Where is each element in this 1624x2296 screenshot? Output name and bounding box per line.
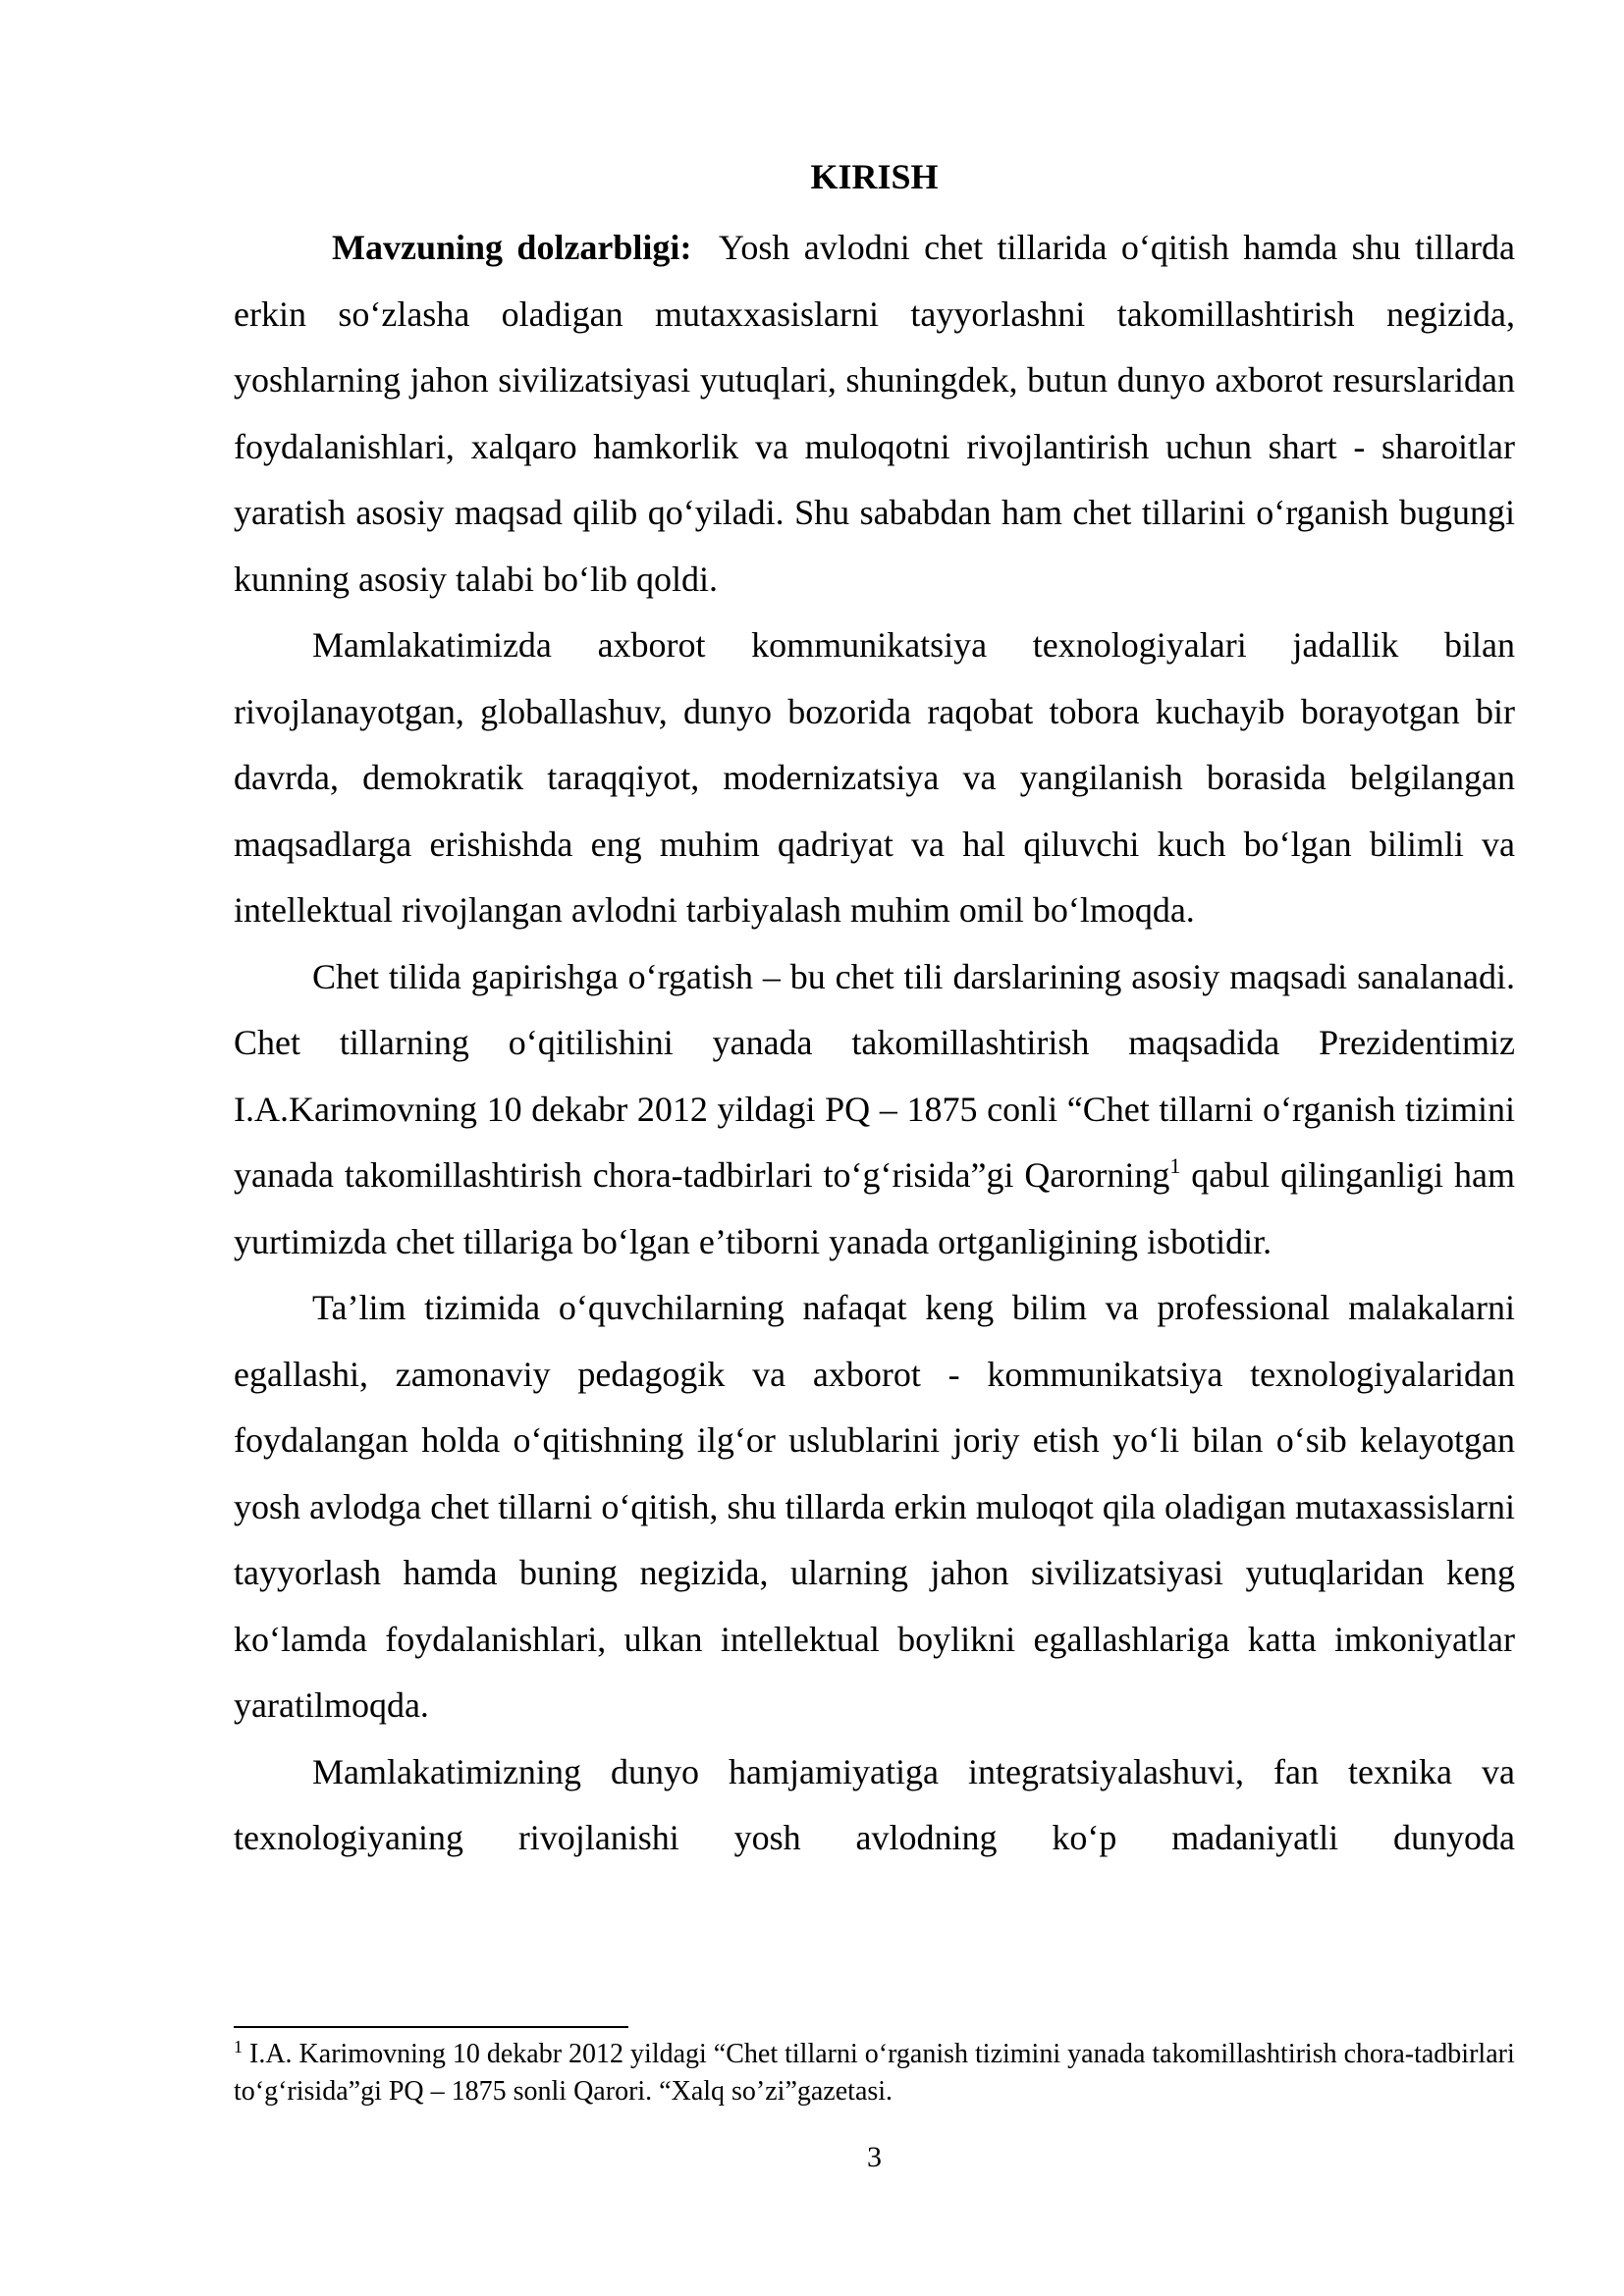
footnote-text: I.A. Karimovning 10 dekabr 2012 yildagi “Chet tillarni o‘rganish tizimini yanada takomillashtirish chora-tadbirlari to‘g‘risida”gi PQ – 1875 sonli Qarori. “Xalq so’zi”gazetasi. bbox=[234, 2039, 1515, 2107]
paragraph-text: Chet tilida gapirishga o‘rgatish – bu chet tili darslarining asosiy maqsadi sanalanadi. Chet tillarning o‘qitilishini yanada takomillashtirish maqsadida Prezidentimiz I.A.Karimovning 10 dekabr 2012 yildagi PQ – 1875 conli “Chet tillarni o‘rganish tizimini yanada takomillashtirish chora-tadbirlari to‘g‘risida”gi Qarorning bbox=[234, 956, 1515, 1195]
paragraph-education bbox=[234, 1275, 1515, 1739]
paragraph-text: qabul qilinganligi ham yurtimizda chet tillariga bo‘lgan e’tiborni yanada ortganligining isbotidir. bbox=[234, 1155, 1516, 1261]
paragraph-text: Mamlakatimizda axborot kommunikatsiya texnologiyalari jadallik bilan rivojlanayotgan, globallashuv, dunyo bozorida raqobat tobora kuchayib borayotgan bir davrda, demokratik taraqqiyot, modernizatsiya va yangilanish borasida belgilangan maqsadlarga erishishda eng muhim qadriyat va hal qiluvchi kuch bo‘lgan bilimli va intellektual rivojlangan avlodni tarbiyalash muhim omil bo‘lmoqda. bbox=[234, 625, 1515, 930]
page-title: KIRISH bbox=[810, 157, 939, 196]
paragraph-text: Ta’lim tizimida o‘quvchilarning nafaqat keng bilim va professional malakalarni egallashi, zamonaviy pedagogik va axborot - kommunikatsiya texnologiyalaridan foydalangan holda o‘qitishning ilg‘or uslublarini joriy etish yo‘li bilan o‘sib kelayotgan yosh avlodga chet tillarni o‘qitish, shu tillarda erkin muloqot qila oladigan mutaxassislarni tayyorlash hamda buning negizida, ularning jahon sivilizatsiyasi yutuqlaridan keng ko‘lamda foydalanishlari, ulkan intellektual boylikni egallashlariga katta imkoniyatlar yaratilmoqda. bbox=[234, 1288, 1515, 1725]
footnote bbox=[234, 2036, 1515, 2110]
paragraph-lead: Mavzuning dolzarbligi: bbox=[332, 228, 692, 267]
paragraph-decree bbox=[234, 944, 1515, 1276]
paragraph-text: Yosh avlodni chet tillarida o‘qitish hamda shu tillarda erkin so‘zlasha oladigan mutaxxasislarni tayyorlashni takomillashtirish negizida, yoshlarning jahon sivilizatsiyasi yutuqlari, shuningdek, butun dunyo axborot resurslaridan foydalanishlari, xalqaro hamkorlik va muloqotni rivojlantirish uchun shart - sharoitlar yaratish asosiy maqsad qilib qo‘yiladi. Shu sababdan ham chet tillarini o‘rganish bugungi kunning asosiy talabi bo‘lib qoldi. bbox=[234, 228, 1515, 599]
footnote-marker: 1 bbox=[234, 2037, 243, 2056]
paragraph-integration bbox=[234, 1739, 1515, 1872]
page-number: 3 bbox=[867, 2141, 882, 2173]
paragraph-text: Mamlakatimizning dunyo hamjamiyatiga integratsiyalashuvi, fan texnika va texnologiyaning rivojlanishi yosh avlodning ko‘p madaniyatli dunyoda bbox=[234, 1751, 1515, 1857]
paragraph-ict bbox=[234, 613, 1515, 944]
footnote-separator bbox=[234, 2026, 628, 2028]
body-text bbox=[234, 215, 1515, 1872]
paragraph-relevance bbox=[234, 215, 1515, 613]
footnote-reference[interactable]: 1 bbox=[1169, 1153, 1181, 1178]
